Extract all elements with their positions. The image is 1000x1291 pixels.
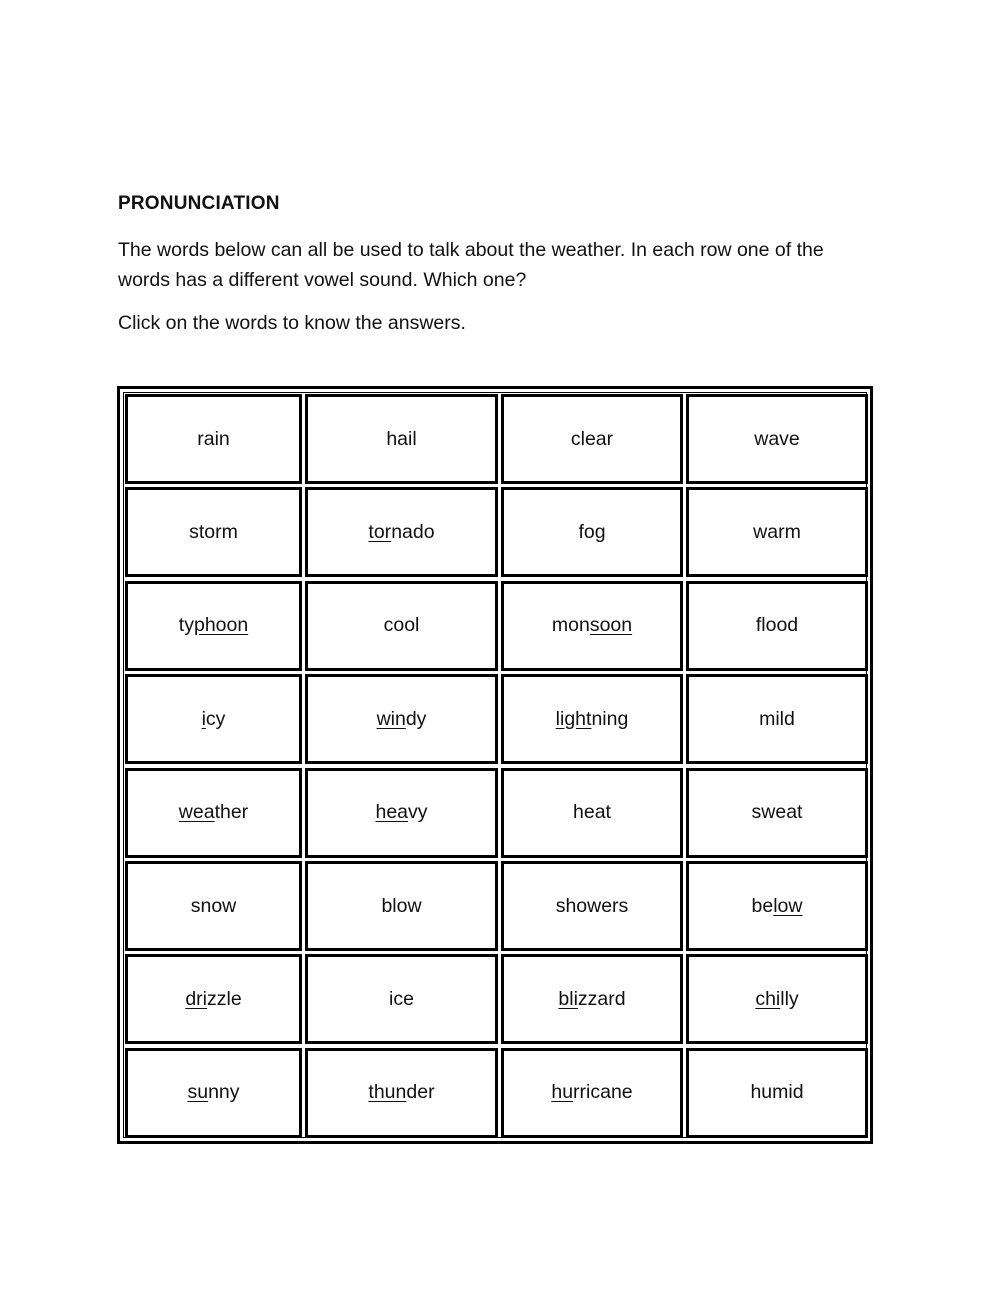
underlined-word-part: light [555, 707, 592, 730]
word-cell[interactable] [501, 487, 683, 577]
word-part: ning [591, 707, 629, 730]
word-cell[interactable] [305, 768, 498, 858]
word-label [573, 801, 611, 824]
word-cell[interactable] [686, 954, 868, 1044]
word-part: cy [205, 707, 226, 730]
word-label [381, 895, 421, 918]
instructions-text: The words below can all be used to talk about the weather. In each row one of the words has a different vowel sound. Which one? [118, 239, 824, 291]
word-cell[interactable] [686, 394, 868, 484]
word-label [571, 428, 613, 451]
word-cell[interactable] [125, 1048, 302, 1138]
word-label [756, 614, 798, 637]
word-part: warm [753, 520, 801, 543]
word-cell[interactable] [305, 581, 498, 671]
word-cell[interactable] [686, 674, 868, 764]
word-part: cool [383, 614, 420, 637]
word-part: wave [754, 427, 800, 450]
word-grid [117, 386, 873, 1144]
word-label [368, 521, 434, 544]
word-part: showers [555, 894, 629, 917]
word-cell[interactable] [501, 954, 683, 1044]
word-label [754, 428, 800, 451]
word-part: ty [178, 614, 194, 637]
underlined-word-part: win [376, 707, 406, 730]
word-cell[interactable] [125, 394, 302, 484]
word-label [368, 1081, 434, 1104]
word-part: mild [759, 707, 795, 730]
word-cell[interactable] [501, 394, 683, 484]
word-part: clear [570, 427, 614, 450]
word-part: dy [405, 707, 427, 730]
word-part: zzard [577, 987, 626, 1010]
word-part: humid [750, 1081, 804, 1104]
word-part: ther [214, 801, 249, 824]
word-label [578, 521, 605, 544]
word-label [556, 895, 629, 918]
word-part: rricane [573, 1081, 633, 1104]
word-cell[interactable] [305, 954, 498, 1044]
word-part: sweat [751, 801, 803, 824]
underlined-word-part: hu [551, 1081, 574, 1104]
word-label [750, 1081, 803, 1104]
underlined-word-part: thun [368, 1081, 407, 1104]
word-label [179, 614, 248, 637]
word-part: hail [386, 427, 417, 450]
word-part: snow [190, 894, 237, 917]
word-label [179, 801, 248, 824]
underlined-word-part: tor [368, 520, 392, 543]
word-label [551, 1081, 632, 1104]
underlined-word-part: phoon [193, 614, 249, 637]
word-part: der [406, 1081, 435, 1104]
word-label [189, 521, 238, 544]
word-part: storm [189, 520, 238, 543]
word-part: lly [780, 987, 799, 1010]
word-cell[interactable] [125, 674, 302, 764]
underlined-word-part: i [201, 707, 206, 730]
word-label [191, 895, 237, 918]
word-label [197, 428, 230, 451]
word-part: vy [408, 801, 428, 824]
page-heading: PRONUNCIATION [118, 193, 280, 214]
word-label [552, 614, 632, 637]
word-part: heat [573, 801, 611, 824]
word-cell[interactable] [501, 581, 683, 671]
word-label [753, 521, 801, 544]
word-cell[interactable] [686, 768, 868, 858]
word-cell[interactable] [125, 487, 302, 577]
word-part: flood [755, 614, 799, 637]
word-cell[interactable] [305, 394, 498, 484]
word-label [752, 895, 803, 918]
word-part: blow [381, 894, 422, 917]
word-part: rain [197, 427, 230, 450]
word-label [384, 614, 420, 637]
word-cell[interactable] [305, 1048, 498, 1138]
word-cell[interactable] [125, 768, 302, 858]
word-part: mon [551, 614, 590, 637]
word-part: fog [578, 520, 606, 543]
word-cell[interactable] [305, 487, 498, 577]
word-cell[interactable] [501, 768, 683, 858]
word-cell[interactable] [305, 674, 498, 764]
word-label [377, 708, 427, 731]
word-cell[interactable] [501, 674, 683, 764]
underlined-word-part: hea [375, 801, 409, 824]
underlined-word-part: dri [185, 987, 207, 1010]
word-cell[interactable] [305, 861, 498, 951]
word-cell[interactable] [501, 861, 683, 951]
word-label [389, 988, 414, 1011]
word-cell[interactable] [125, 861, 302, 951]
word-cell[interactable] [125, 954, 302, 1044]
word-cell[interactable] [686, 1048, 868, 1138]
click-instructions-text: Click on the words to know the answers. [118, 312, 466, 334]
word-part: nado [391, 520, 435, 543]
underlined-word-part: su [187, 1081, 209, 1104]
word-part: be [751, 894, 774, 917]
word-part: zzle [206, 987, 242, 1010]
underlined-word-part: bli [558, 987, 578, 1010]
word-part: ice [389, 987, 414, 1010]
word-cell[interactable] [686, 861, 868, 951]
word-label [558, 988, 625, 1011]
underlined-word-part: low [773, 894, 803, 917]
word-label [202, 708, 226, 731]
underlined-word-part: soon [589, 614, 633, 637]
word-label [187, 1081, 239, 1104]
word-cell[interactable] [125, 581, 302, 671]
word-label [759, 708, 795, 731]
word-label [752, 801, 803, 824]
word-cell[interactable] [686, 487, 868, 577]
word-part: nny [208, 1081, 240, 1104]
word-label [556, 708, 629, 731]
word-label [755, 988, 798, 1011]
word-label [375, 801, 427, 824]
word-cell[interactable] [501, 1048, 683, 1138]
word-label [185, 988, 241, 1011]
underlined-word-part: wea [178, 801, 215, 824]
word-cell[interactable] [686, 581, 868, 671]
word-label [386, 428, 416, 451]
underlined-word-part: chi [755, 987, 781, 1010]
